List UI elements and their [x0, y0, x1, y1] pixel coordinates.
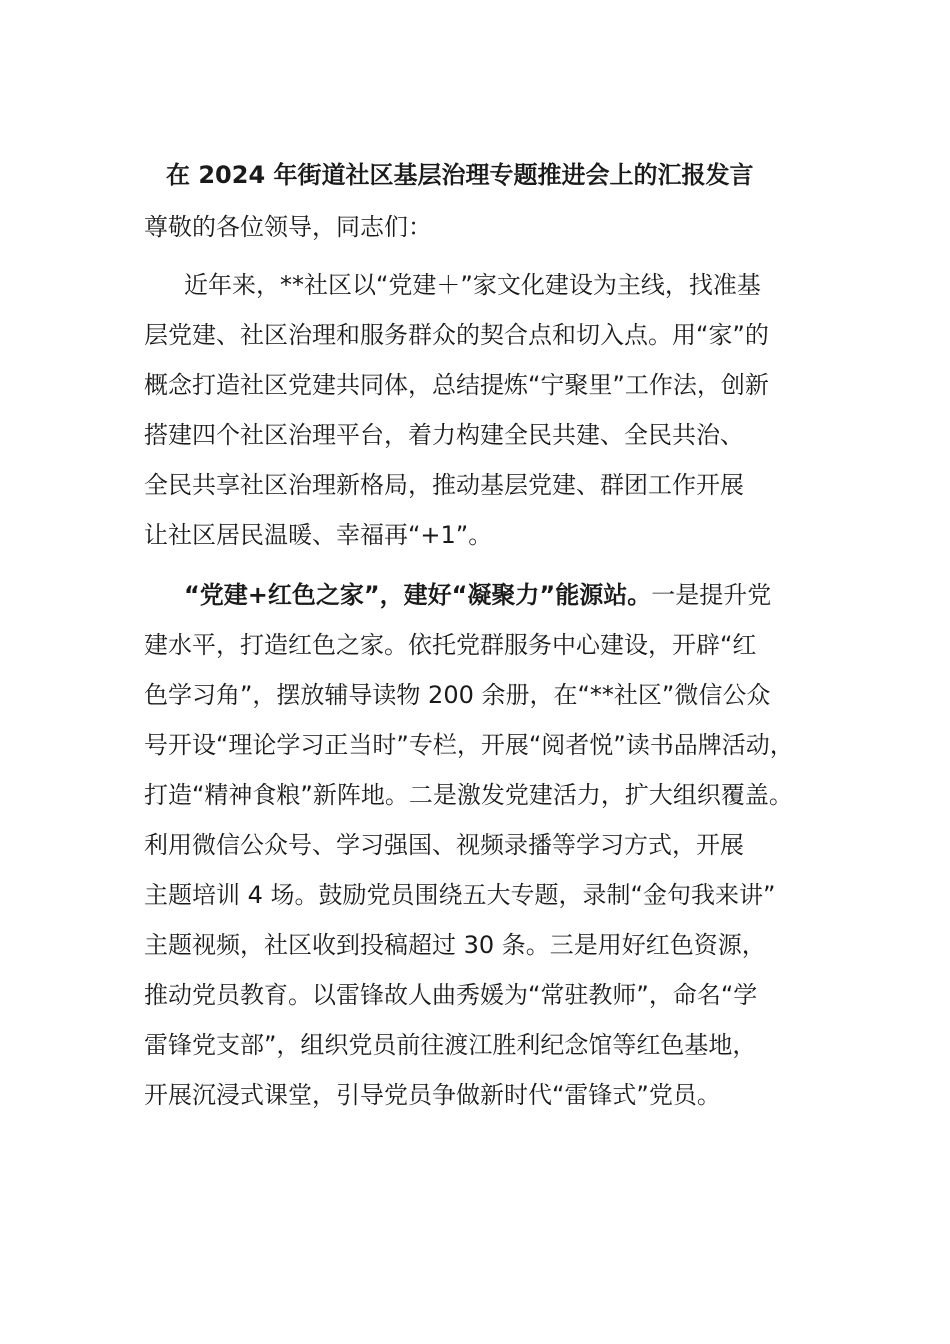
paragraph-line: 色学习角”，摆放辅导读物 200 余册，在“**社区”微信公众	[144, 681, 771, 709]
paragraph-line: 概念打造社区党建共同体，总结提炼“宁聚里”工作法，创新	[144, 371, 769, 399]
paragraph-line: 全民共享社区治理新格局，推动基层党建、群团工作开展	[144, 471, 744, 499]
paragraph-line: 层党建、社区治理和服务群众的契合点和切入点。用“家”的	[144, 321, 769, 349]
paragraph-line: 打造“精神食粮”新阵地。二是激发党建活力，扩大组织覆盖。	[144, 781, 793, 809]
section-heading: “党建+红色之家”，建好“凝聚力”能源站。	[184, 581, 652, 609]
paragraph-red-home	[144, 570, 834, 1120]
document-title: 在 2024 年街道社区基层治理专题推进会上的汇报发言	[166, 161, 754, 189]
paragraph-line: 主题培训 4 场。鼓励党员围绕五大专题，录制“金句我来讲”	[144, 881, 776, 909]
paragraph-line-rest: 一是提升党	[651, 581, 772, 609]
paragraph-first-line	[144, 570, 834, 620]
paragraph-line: 推动党员教育。以雷锋故人曲秀媛为“常驻教师”，命名“学	[144, 981, 758, 1009]
paragraph-line: 利用微信公众号、学习强国、视频录播等学习方式，开展	[144, 831, 744, 859]
paragraph-line: 开展沉浸式课堂，引导党员争做新时代“雷锋式”党员。	[144, 1081, 721, 1109]
paragraph-line: 主题视频，社区收到投稿超过 30 条。三是用好红色资源，	[144, 931, 766, 959]
paragraph-line: 近年来，**社区以“党建＋”家文化建设为主线，找准基	[184, 271, 761, 299]
paragraph-line: 雷锋党支部”，组织党员前往渡江胜利纪念馆等红色基地，	[144, 1031, 757, 1059]
paragraph-line: 搭建四个社区治理平台，着力构建全民共建、全民共治、	[144, 421, 744, 449]
paragraph-line: 号开设“理论学习正当时”专栏，开展“阅者悦”读书品牌活动，	[144, 731, 794, 759]
salutation: 尊敬的各位领导，同志们：	[144, 213, 432, 241]
document-page	[144, 152, 834, 1120]
paragraph-intro	[144, 260, 834, 560]
paragraph-line: 让社区居民温暖、幸福再“+1”。	[144, 521, 493, 549]
paragraph-line: 建水平，打造红色之家。依托党群服务中心建设，开辟“红	[144, 631, 757, 659]
